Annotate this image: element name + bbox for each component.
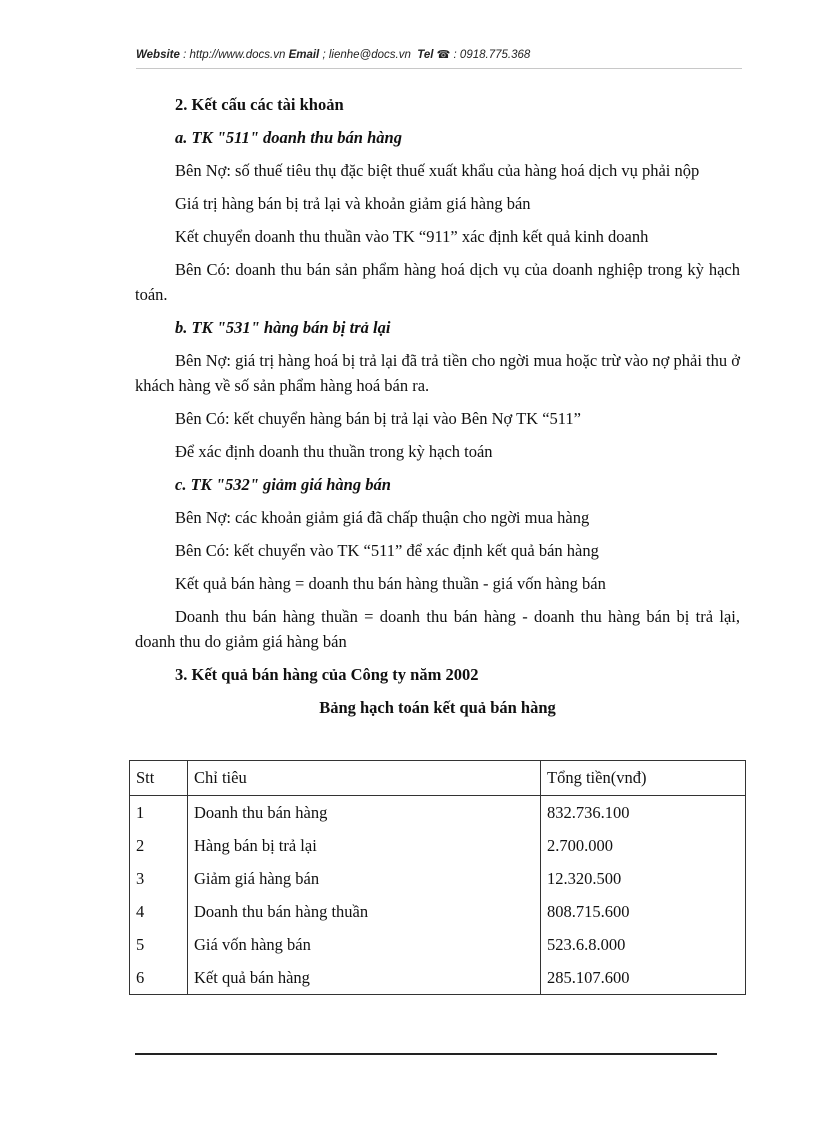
page-header bbox=[136, 48, 742, 69]
cell-total: 285.107.600 bbox=[541, 961, 746, 995]
section-heading-2: 2. Kết cấu các tài khoản bbox=[175, 95, 344, 114]
cell-total: 12.320.500 bbox=[541, 862, 746, 895]
cell-total: 832.736.100 bbox=[541, 796, 746, 830]
website-url[interactable]: http://www.docs.vn bbox=[189, 49, 286, 61]
paragraph-b1: Bên Nợ: giá trị hàng hoá bị trả lại đã trả tiền cho ngời mua hoặc trừ vào nợ phải thu ở khách hàng về số sản phẩm hàng hoá bán ra. bbox=[135, 351, 740, 395]
paragraph-c3: Kết quả bán hàng = doanh thu bán hàng thuần - giá vốn hàng bán bbox=[175, 574, 606, 593]
cell-total: 808.715.600 bbox=[541, 895, 746, 928]
column-header-total: Tổng tiền(vnđ) bbox=[541, 761, 746, 796]
document-body bbox=[135, 92, 740, 724]
column-header-indicator: Chỉ tiêu bbox=[188, 761, 541, 796]
subheading-a: a. TK "511" doanh thu bán hàng bbox=[175, 128, 402, 147]
section-heading-3: 3. Kết quả bán hàng của Công ty năm 2002 bbox=[175, 665, 479, 684]
paragraph-a1: Bên Nợ: số thuế tiêu thụ đặc biệt thuế xuất khẩu của hàng hoá dịch vụ phải nộp bbox=[175, 161, 700, 180]
cell-indicator: Doanh thu bán hàng bbox=[188, 796, 541, 830]
paragraph-a3: Kết chuyển doanh thu thuần vào TK “911” xác định kết quả kinh doanh bbox=[175, 227, 649, 246]
table-row bbox=[130, 862, 746, 895]
cell-total: 2.700.000 bbox=[541, 829, 746, 862]
table-row bbox=[130, 829, 746, 862]
cell-indicator: Doanh thu bán hàng thuần bbox=[188, 895, 541, 928]
subheading-c: c. TK "532" giảm giá hàng bán bbox=[175, 475, 391, 494]
cell-stt: 4 bbox=[130, 895, 188, 928]
subheading-b: b. TK "531" hàng bán bị trả lại bbox=[175, 318, 391, 337]
paragraph-c1: Bên Nợ: các khoản giảm giá đã chấp thuận cho ngời mua hàng bbox=[175, 508, 590, 527]
paragraph-c4: Doanh thu bán hàng thuần = doanh thu bán hàng - doanh thu hàng bán bị trả lại, doanh thu do giảm giá hàng bán bbox=[135, 607, 740, 651]
table-caption: Bảng hạch toán kết quả bán hàng bbox=[319, 698, 556, 717]
cell-indicator: Hàng bán bị trả lại bbox=[188, 829, 541, 862]
footer-divider bbox=[135, 1053, 717, 1055]
email-label: Email bbox=[288, 49, 320, 61]
table-row bbox=[130, 928, 746, 961]
cell-indicator: Giảm giá hàng bán bbox=[188, 862, 541, 895]
paragraph-a4: Bên Có: doanh thu bán sản phẩm hàng hoá dịch vụ của doanh nghiệp trong kỳ hạch toán. bbox=[135, 260, 740, 304]
cell-indicator: Giá vốn hàng bán bbox=[188, 928, 541, 961]
table-row bbox=[130, 796, 746, 830]
email-separator: ; bbox=[319, 49, 329, 61]
table-row bbox=[130, 961, 746, 995]
website-label: Website bbox=[136, 49, 180, 61]
cell-stt: 1 bbox=[130, 796, 188, 830]
column-header-stt: Stt bbox=[130, 761, 188, 796]
email-address[interactable]: lienhe@docs.vn bbox=[328, 49, 411, 61]
tel-label: Tel bbox=[417, 49, 434, 61]
sales-result-table bbox=[129, 760, 746, 995]
cell-stt: 2 bbox=[130, 829, 188, 862]
paragraph-b2: Bên Có: kết chuyển hàng bán bị trả lại vào Bên Nợ TK “511” bbox=[175, 409, 581, 428]
cell-stt: 6 bbox=[130, 961, 188, 995]
cell-stt: 5 bbox=[130, 928, 188, 961]
cell-indicator: Kết quả bán hàng bbox=[188, 961, 541, 995]
cell-total: 523.6.8.000 bbox=[541, 928, 746, 961]
tel-number: : 0918.775.368 bbox=[450, 49, 531, 61]
table-header-row bbox=[130, 761, 746, 796]
paragraph-c2: Bên Có: kết chuyển vào TK “511” để xác định kết quả bán hàng bbox=[175, 541, 599, 560]
cell-stt: 3 bbox=[130, 862, 188, 895]
website-separator: : bbox=[179, 49, 190, 61]
table-row bbox=[130, 895, 746, 928]
paragraph-b3: Để xác định doanh thu thuần trong kỳ hạch toán bbox=[175, 442, 493, 461]
phone-icon: ☎ bbox=[436, 49, 451, 61]
paragraph-a2: Giá trị hàng bán bị trả lại và khoản giảm giá hàng bán bbox=[175, 194, 531, 213]
